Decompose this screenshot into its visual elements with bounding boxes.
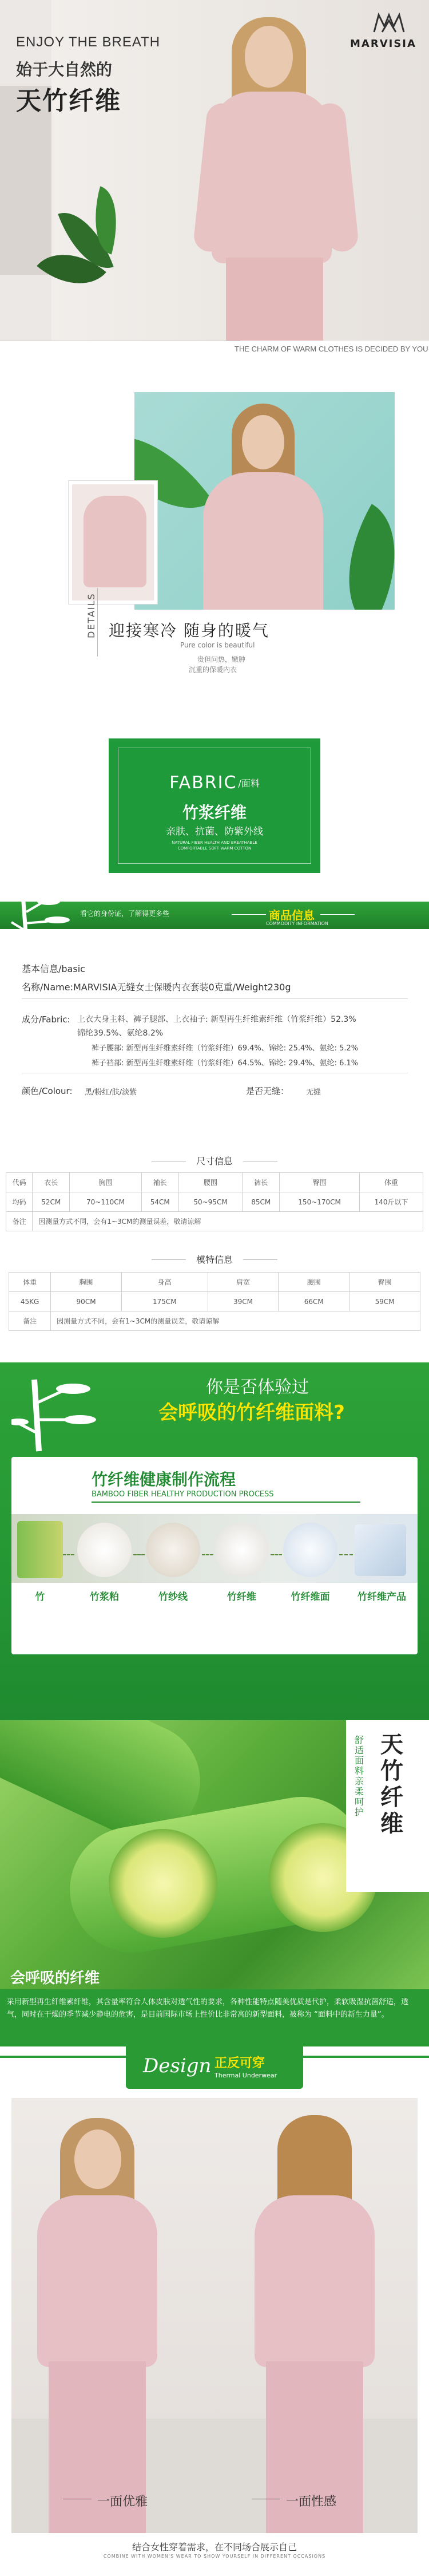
process-question: 你是否体验过 (206, 1377, 309, 1397)
banner-subtitle: COMMODITY INFORMATION (266, 921, 328, 926)
size-header-row (6, 1173, 423, 1192)
charm-desc1: 贵但问热，嫩肿 (197, 655, 246, 663)
banner-title-line-left (232, 914, 266, 915)
flow-step-label: 竹纤维 (227, 1591, 256, 1603)
fabric-small2: COMFORTABLE SOFT WARM COTTON (177, 846, 252, 851)
charm-headline: 迎接寒冷 随身的暖气 (109, 621, 269, 640)
flow-step-label: 竹 (35, 1591, 45, 1603)
design-title-cn: 正反可穿 (214, 2056, 265, 2071)
inset-garment (84, 496, 146, 587)
fabric-title: FABRIC (169, 773, 237, 793)
charm-subline: Pure color is beautiful (180, 641, 255, 649)
fabric-name: 竹浆纤维 (182, 803, 247, 822)
charm-divider (97, 588, 98, 657)
size-header-cell: 腰围 (178, 1173, 243, 1192)
size-value-cell: 54CM (141, 1192, 178, 1212)
model-face (245, 26, 293, 88)
model-value-cell: 59CM (349, 1292, 420, 1311)
size-value-cell: 均码 (6, 1192, 33, 1212)
size-value-cell: 70~110CM (70, 1192, 142, 1212)
charm-caption: THE CHARM OF WARM CLOTHES IS DECIDED BY YOU (235, 345, 428, 353)
fabric-title-suffix: /面料 (238, 778, 260, 789)
flow-step-label: 竹浆粕 (90, 1591, 119, 1603)
model-header-cell: 肩宽 (208, 1273, 279, 1292)
process-highlight: 会呼吸的竹纤维面料? (158, 1401, 345, 1424)
seamless-value: 无缝 (306, 1088, 321, 1097)
flow-subtitle: BAMBOO FIBER HEALTHY PRODUCTION PROCESS (92, 1490, 274, 1499)
model-note-row (9, 1311, 420, 1331)
size-header-cell: 衣长 (33, 1173, 70, 1192)
brand-logo-icon (372, 11, 406, 34)
back-label: 一面性感 (286, 2495, 337, 2509)
basic-divider-1 (22, 998, 408, 999)
charm-inset-photo (69, 481, 157, 604)
design-label: Design (143, 2055, 212, 2077)
brand-name: MARVISIA (350, 38, 416, 50)
flow-arrow-icon (133, 1554, 145, 1560)
composition-2: 锦纶39.5%、氨纶8.2% (77, 1029, 164, 1038)
model-header-cell: 身高 (121, 1273, 208, 1292)
color-label: 颜色/Colour: (22, 1086, 73, 1096)
charm-model-face (242, 415, 284, 469)
size-note-row (6, 1212, 423, 1231)
banner-bamboo-icon (6, 889, 74, 943)
model-table (9, 1272, 420, 1331)
closeup-paragraph: 采用新型再生纤维素纤维，其含量率符合人体皮肤对透气性的要求，各种性能特点随美优质是代护，柔软吸湿抗菌舒适，透气，同时在干燥的季节减少静电的危害，是目前国际市场上性价比非常高的新型面料，被称为 “面料中的新生力量”。 (7, 1998, 409, 2019)
hero-line1: 始于大自然的 (16, 60, 113, 79)
composition-1: 上衣大身主料、裤子腿部、上衣袖子: 新型再生纤维素纤维（竹浆纤维）52.3% (77, 1015, 356, 1024)
banner-title-line-right (320, 914, 355, 915)
size-value-cell: 52CM (33, 1192, 70, 1212)
model-header-row (9, 1273, 420, 1292)
bamboo-cut-end-1 (109, 1829, 217, 1938)
composition-4: 裤子裆部: 新型再生纤维素纤维（竹浆纤维）64.5%、锦纶: 29.4%、氨纶: 6.1% (92, 1059, 359, 1068)
fabric-section (0, 687, 429, 884)
design-footer-2: COMBINE WITH WOMEN'S WEAR TO SHOW YOURSELF IN DIFFERENT OCCASIONS (103, 2554, 326, 2559)
flow-pulp-step-icon (77, 1523, 132, 1577)
hero-section (0, 0, 429, 341)
size-value-cell: 50~95CM (178, 1192, 243, 1212)
details-label: DETAILS (86, 592, 97, 638)
size-value-cell: 85CM (243, 1192, 280, 1212)
flow-step-label: 竹纤维产品 (357, 1591, 406, 1603)
banner-slogan: 看它的身份证，了解得更多些 (80, 910, 170, 918)
closeup-caption: 会呼吸的纤维 (10, 1970, 100, 1987)
charm-model-top (203, 472, 323, 610)
bamboo-process (0, 1362, 429, 1720)
size-info (0, 1111, 429, 1242)
size-header-cell: 袖长 (141, 1173, 178, 1192)
fabric-small1: NATURAL FIBER HEALTH AND BREATHABLE (172, 840, 257, 845)
model-header-cell: 体重 (9, 1273, 51, 1292)
flow-fabric-step-icon (283, 1523, 337, 1577)
basic-heading: 基本信息/basic (22, 963, 85, 974)
flow-step-label: 竹纤维面 (291, 1591, 330, 1603)
flow-yarn-step-icon (146, 1523, 200, 1577)
design-front-top (37, 2195, 157, 2367)
flow-arrow-icon (63, 1554, 74, 1560)
process-bamboo-icon (11, 1374, 97, 1454)
model-title: 模特信息 (196, 1254, 233, 1265)
design-front-face (74, 2129, 121, 2189)
model-title-line-right (243, 1259, 277, 1260)
model-title-line-left (152, 1259, 186, 1260)
design-section (0, 2046, 429, 2576)
model-value-cell: 45KG (9, 1292, 51, 1311)
flow-fiber-step-icon (214, 1523, 269, 1577)
model-note-label: 备注 (9, 1311, 51, 1331)
hero-tagline-en: ENJOY THE BREATH (16, 34, 161, 50)
hero-line2: 天竹纤维 (16, 86, 121, 116)
closeup-side-text: 舒适面料 亲柔呵护 (355, 1735, 364, 1818)
flow-step-label: 竹纱线 (158, 1591, 188, 1603)
closeup-big-title: 天竹纤维 (380, 1732, 403, 1837)
model-value-row (9, 1292, 420, 1311)
front-label: 一面优雅 (97, 2495, 148, 2509)
size-value-row (6, 1192, 423, 1212)
basic-name-line: 名称/Name:MARVISIA无缝女士保暖内衣套装0克重/Weight230g (22, 982, 291, 993)
hero-pants (226, 258, 323, 341)
size-note-label: 备注 (6, 1212, 33, 1231)
model-value-cell: 66CM (279, 1292, 349, 1311)
charm-section (0, 341, 429, 687)
fabric-title-row (109, 773, 320, 793)
size-header-cell: 代码 (6, 1173, 33, 1192)
size-value-cell: 140斤以下 (360, 1192, 423, 1212)
process-card (11, 1457, 418, 1654)
flow-arrow-icon (271, 1554, 282, 1560)
fabric-features: 亲肤、抗菌、防紫外线 (166, 826, 263, 837)
product-banner (0, 884, 429, 950)
model-value-cell: 175CM (121, 1292, 208, 1311)
flow-underline (92, 1502, 360, 1503)
size-value-cell: 150~170CM (280, 1192, 360, 1212)
size-header-cell: 裤长 (243, 1173, 280, 1192)
bamboo-closeup (0, 1720, 429, 2046)
seamless-label: 是否无缝： (246, 1086, 289, 1096)
design-photo (11, 2098, 418, 2533)
composition-3: 裤子腰部: 新型再生纤维素纤维（竹浆纤维）69.4%、锦纶: 25.4%、氨纶: 5.2% (92, 1044, 359, 1053)
flow-title: 竹纤维健康制作流程 (92, 1470, 236, 1489)
composition-label: 成分/Fabric: (22, 1014, 70, 1025)
model-value-cell: 39CM (208, 1292, 279, 1311)
charm-photo (134, 392, 395, 610)
flow-product-step-icon (355, 1524, 406, 1576)
size-header-cell: 臀围 (280, 1173, 360, 1192)
fabric-card (109, 738, 320, 873)
model-value-cell: 90CM (51, 1292, 122, 1311)
model-note: 因测量方式不同，会有1~3CM的测量误差，敬请谅解 (51, 1311, 420, 1331)
model-header-cell: 臀围 (349, 1273, 420, 1292)
flow-bamboo-step-icon (17, 1521, 63, 1578)
banner-title: 商品信息 (269, 908, 315, 922)
color-values: 黑/粉红/肤/淡紫 (85, 1088, 137, 1097)
size-title: 尺寸信息 (196, 1156, 233, 1167)
size-header-cell: 体重 (360, 1173, 423, 1192)
size-header-cell: 胸围 (70, 1173, 142, 1192)
design-footer-1: 结合女性穿着需求，在不同场合展示自己 (132, 2542, 297, 2553)
model-header-cell: 胸围 (51, 1273, 122, 1292)
basic-info (0, 950, 429, 1111)
model-info (0, 1242, 429, 1362)
flow-arrow-icon (339, 1554, 353, 1560)
flow-arrow-icon (202, 1554, 213, 1560)
palm-leaf-icon (317, 504, 395, 610)
charm-desc2: 沉重的保暖内衣 (189, 666, 237, 674)
model-header-cell: 腰围 (279, 1273, 349, 1292)
size-table (6, 1172, 423, 1231)
size-note: 因测量方式不同，会有1~3CM的测量误差，敬请谅解 (33, 1212, 423, 1231)
design-subtitle-en: Thermal Underwear (214, 2072, 277, 2079)
design-back-top (255, 2195, 375, 2367)
